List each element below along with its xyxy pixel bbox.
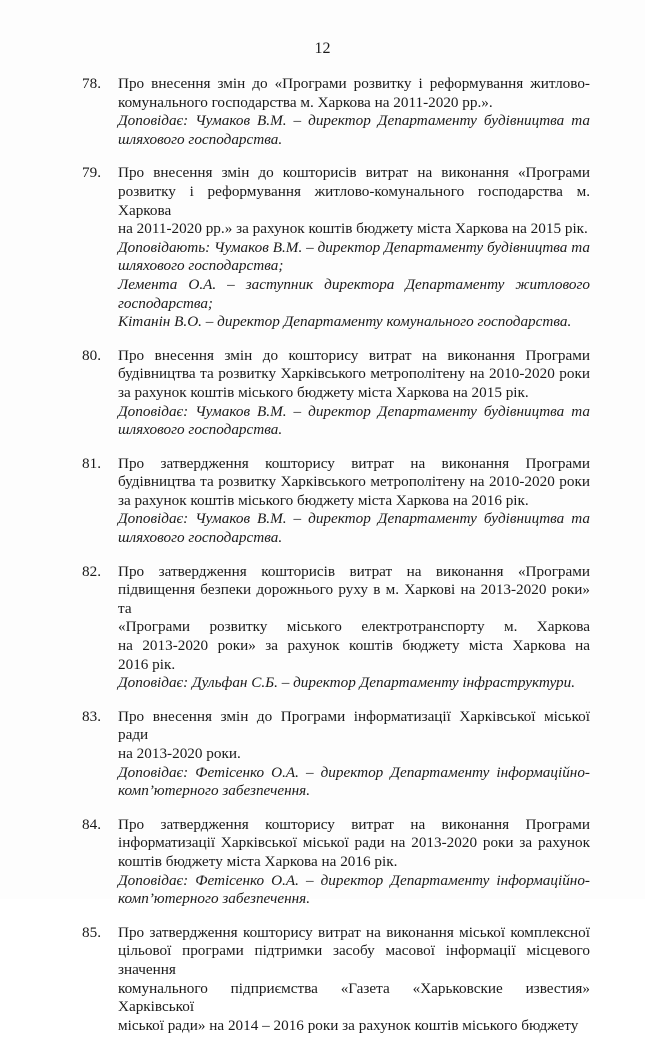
agenda-item [82,455,590,548]
title-line: Про внесення змін до «Програми розвитку і реформування житлово- [118,75,590,92]
speaker-text: шляхового господарства; [118,257,284,275]
agenda-list [82,75,590,1050]
title-line: міської ради» на 2014 – 2016 роки за рахунок коштів міського бюджету [118,1016,579,1034]
agenda-item-title [118,75,590,112]
speaker-text: Кітанін В.О. – директор Департаменту комунального господарства. [118,313,572,331]
speaker-line [118,764,590,801]
title-line: Про внесення змін до Програми інформатизації Харківської міської ради [118,707,590,744]
speaker-text: Доповідає: Чумаков В.М. – директор Департаменту будівництва та [118,112,590,130]
agenda-item [82,347,590,440]
agenda-item-title [118,816,590,872]
title-line: на 2013-2020 роки. [118,745,241,762]
title-line: цільової програми підтримки засобу масової інформації місцевого значення [118,942,590,978]
agenda-item-title [118,563,590,675]
speaker-line [118,872,590,909]
agenda-item-number: 82. [82,562,101,580]
agenda-item-title [118,455,590,511]
agenda-item-title [118,708,590,764]
speaker-text: шляхового господарства. [118,421,283,439]
speaker-line [118,313,590,332]
title-line: Про затвердження кошторису витрат на виконання Програми [118,815,590,833]
title-line: за рахунок коштів міського бюджету міста Харкова на 2016 рік. [118,491,529,509]
agenda-item-title [118,347,590,403]
agenda-item-number: 81. [82,454,101,472]
agenda-item [82,816,590,909]
agenda-item-number: 78. [82,75,101,92]
speaker-line [118,674,590,693]
title-line: будівництва та розвитку Харківського метрополітену на 2010-2020 роки [118,365,590,383]
title-line: Про затвердження кошторису витрат на виконання Програми [118,454,590,472]
title-line: комунального підприємства «Газета «Харьковские известия» Харківської [118,979,590,1016]
agenda-item-number: 80. [82,346,101,364]
agenda-item [82,75,590,149]
title-line: «Програми розвитку міського електротранспорту м. Харкова [118,618,590,636]
agenda-item-number: 85. [82,923,101,941]
title-line: Про затвердження кошторису витрат на виконання міської комплексної [118,923,590,941]
agenda-item [82,563,590,693]
speaker-line [118,239,590,276]
speaker-text: Доповідає: Фетісенко О.А. – директор Департаменту інформаційно- [118,763,590,781]
agenda-item-number: 79. [82,164,101,182]
page-number: 12 [314,40,331,57]
speaker-line [118,403,590,440]
speaker-line [118,112,590,149]
speaker-text: шляхового господарства. [118,529,283,547]
agenda-item-number: 83. [82,707,101,725]
agenda-item-number: 84. [82,815,101,833]
speaker-text: комп’ютерного забезпечення. [118,782,311,800]
agenda-item [82,708,590,801]
title-line: Про внесення змін до кошторису витрат на виконання Програми [118,346,590,364]
agenda-item-title [118,164,590,238]
title-line: на 2011-2020 рр.» за рахунок коштів бюджету міста Харкова на 2015 рік. [118,220,588,238]
title-line: Про затвердження кошторисів витрат на виконання «Програми [118,562,590,580]
agenda-item-title [118,924,590,1036]
title-line: Про внесення змін до кошторисів витрат на виконання «Програми [118,164,590,182]
title-line: на 2013-2020 роки» за рахунок коштів бюджету міста Харкова на [118,637,590,655]
title-line: підвищення безпеки дорожнього руху в м. Харкові на 2013-2020 роки» та [118,581,590,617]
title-line: комунального господарства м. Харкова на 2011-2020 рр.». [118,93,493,111]
title-line: розвитку і реформування житлово-комунального господарства м. Харкова [118,182,590,219]
speaker-text: Лемента О.А. – заступник директора Департаменту житлового [118,275,590,293]
title-line: 2016 рік. [118,655,176,673]
speaker-text: Доповідає: Чумаков В.М. – директор Департаменту будівництва та [118,402,590,420]
title-line: будівництва та розвитку Харківського метрополітену на 2010-2020 роки [118,473,590,491]
speaker-text: Доповідає: Дульфан С.Б. – директор Департаменту інфраструктури. [118,674,575,692]
agenda-item [82,164,590,331]
agenda-item [82,924,590,1036]
speaker-line [118,276,590,313]
title-line: за рахунок коштів міського бюджету міста Харкова на 2015 рік. [118,383,529,401]
speaker-text: господарства; [118,294,213,312]
title-line: інформатизації Харківської міської ради на 2013-2020 роки за рахунок [118,834,590,852]
speaker-text: Доповідає: Фетісенко О.А. – директор Департаменту інформаційно- [118,871,590,889]
speaker-text: комп’ютерного забезпечення. [118,890,311,908]
speaker-text: шляхового господарства. [118,130,283,148]
title-line: коштів бюджету міста Харкова на 2016 рік. [118,852,398,870]
speaker-text: Доповідає: Чумаков В.М. – директор Департаменту будівництва та [118,510,590,528]
speaker-text: Доповідають: Чумаков В.М. – директор Департаменту будівництва та [118,238,590,256]
speaker-line [118,510,590,547]
